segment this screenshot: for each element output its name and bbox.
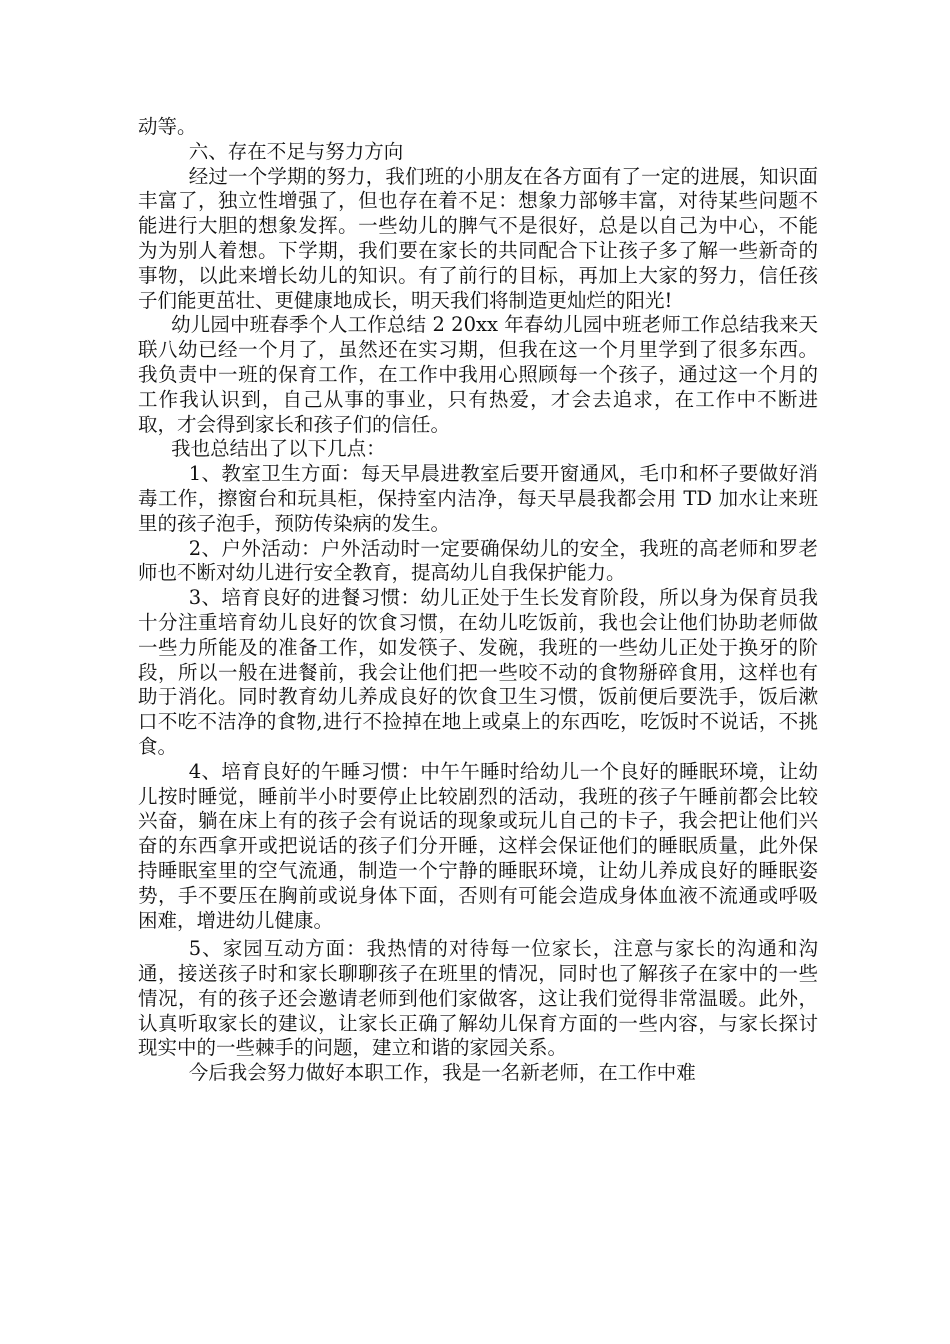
list-item: 3、培育良好的进餐习惯：幼儿正处于生长发育阶段，所以身为保育员我十分注重培育幼儿良好的饮食习惯，在幼儿吃饭前，我也会让他们协助老师做一些力所能及的准备工作，如发筷子、发碗，我班的一些幼儿正处于换牙的阶段，所以一般在进餐前，我会让他们把一些咬不动的食物掰碎食用，这样也有助于消化。同时教育幼儿养成良好的饮食卫生习惯，饭前便后要洗手，饭后漱口不吃不洁净的食物,进行不捡掉在地上或桌上的东西吃，吃饭时不说话，不挑食。 <box>138 586 818 758</box>
paragraph: 今后我会努力做好本职工作，我是一名新老师，在工作中难 <box>188 1061 696 1085</box>
document-body <box>138 115 818 1086</box>
paragraph: 经过一个学期的努力，我们班的小朋友在各方面有了一定的进展，知识面丰富了，独立性增强了，但也存在着不足：想象力部够丰富，对待某些问题不能进行大胆的想象发挥。一些幼儿的脾气不是很好，总是以自己为中心，不能为为别人着想。下学期，我们要在家长的共同配合下让孩子多了解一些新奇的事物，以此来增长幼儿的知识。有了前行的目标，再加上大家的努力，信任孩子们能更茁壮、更健康地成长，明天我们将制造更灿烂的阳光! <box>138 164 818 312</box>
paragraph: 幼儿园中班春季个人工作总结 2 20xx 年春幼儿园中班老师工作总结我来天联八幼已经一个月了，虽然还在实习期，但我在这一个月里学到了很多东西。我负责中一班的保育工作，在工作中我用心照顾每一个孩子，通过这一个月的工作我认识到，自己从事的事业，只有热爱，才会去追求，在工作中不断进取，才会得到家长和孩子们的信任。 <box>138 313 818 436</box>
list-item: 1、教室卫生方面：每天早晨进教室后要开窗通风，毛巾和杯子要做好消毒工作，擦窗台和玩具柜，保持室内洁净，每天早晨我都会用 TD 加水让来班里的孩子泡手，预防传染病的发生。 <box>138 462 818 535</box>
list-item: 2、户外活动：户外活动时一定要确保幼儿的安全，我班的高老师和罗老师也不断对幼儿进行安全教育，提高幼儿自我保护能力。 <box>138 536 818 585</box>
paragraph-continuation: 动等。 <box>138 115 197 138</box>
section-heading: 六、存在不足与努力方向 <box>188 139 404 163</box>
list-item: 5、家园互动方面：我热情的对待每一位家长，注意与家长的沟通和沟通，接送孩子时和家长聊聊孩子在班里的情况，同时也了解孩子在家中的一些情况，有的孩子还会邀请老师到他们家做客，这让我们觉得非常温暖。此外，认真听取家长的建议，让家长正确了解幼儿保育方面的一些内容，与家长探讨现实中的一些棘手的问题，建立和谐的家园关系。 <box>138 937 818 1060</box>
paragraph: 我也总结出了以下几点： <box>171 437 386 461</box>
list-item: 4、培育良好的午睡习惯：中午午睡时给幼儿一个良好的睡眠环境，让幼儿按时睡觉，睡前半小时要停止比较剧烈的活动，我班的孩子午睡前都会比较兴奋，躺在床上有的孩子会有说话的现象或玩儿自己的卡子，我会把让他们兴奋的东西拿开或把说话的孩子们分开睡，这样会保证他们的睡眠质量，此外保持睡眠室里的空气流通，制造一个宁静的睡眠环境，让幼儿养成良好的睡眠姿势，手不要压在胸前或说身体下面，否则有可能会造成身体血液不流通或呼吸困难，增进幼儿健康。 <box>138 759 818 932</box>
